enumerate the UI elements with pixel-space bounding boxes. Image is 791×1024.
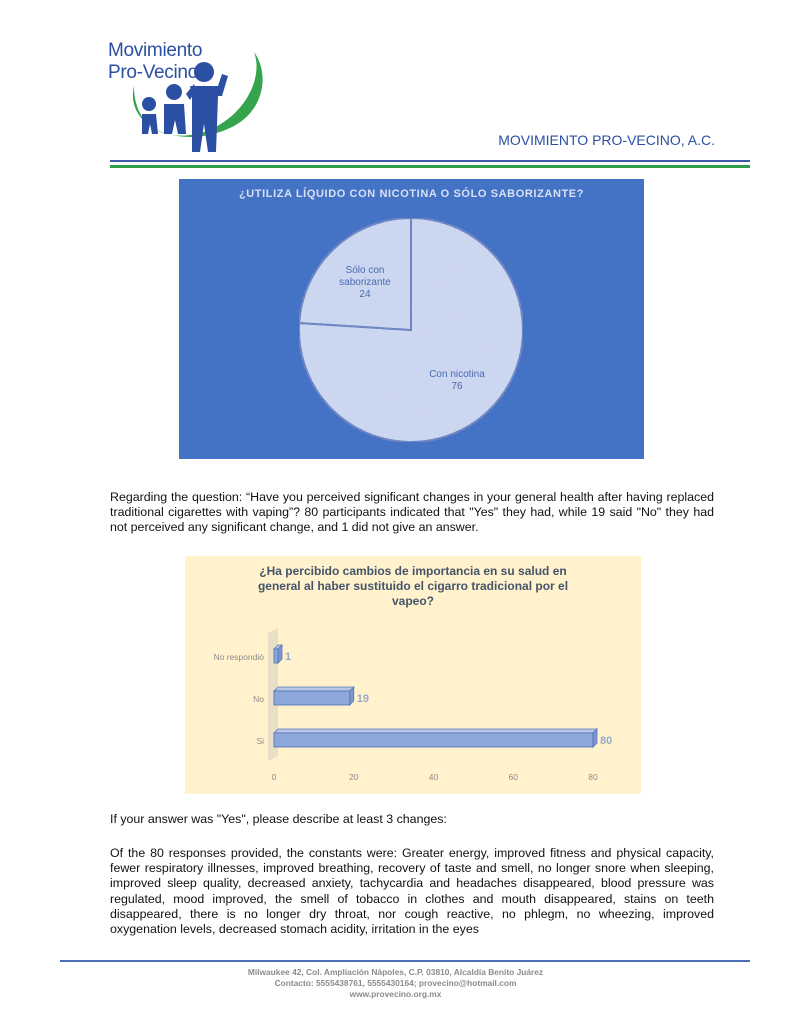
header-divider-green — [110, 165, 750, 168]
logo-text-line1: Movimiento — [108, 40, 203, 61]
paragraph-question: If your answer was "Yes", please describe at least 3 changes: — [110, 812, 447, 826]
footer-divider — [60, 960, 750, 962]
x-tick-label: 0 — [271, 772, 277, 782]
x-tick-label: 40 — [428, 772, 439, 782]
bar-chart-title-line: general al haber sustituido el cigarro tradicional por el — [257, 579, 569, 593]
bar-value-label: 19 — [356, 693, 370, 705]
bar-chart-plot — [185, 556, 641, 794]
logo-text — [108, 40, 202, 84]
pie-slice-label: Con nicotina 76 — [429, 368, 485, 392]
logo — [104, 34, 266, 158]
bar-category-label: Si — [256, 736, 264, 746]
bar-top — [274, 687, 354, 691]
footer-address: Milwaukee 42, Col. Ampliación Nápoles, C.P. 03810, Alcaldía Benito Juárez — [247, 967, 544, 977]
pie-chart — [179, 179, 644, 459]
pie-chart-title: ¿UTILIZA LÍQUIDO CON NICOTINA O SÓLO SABORIZANTE? — [238, 188, 585, 200]
bar-category-label: No respondió — [213, 652, 264, 662]
bar-chart — [185, 556, 641, 794]
bar-value-label: 80 — [600, 735, 613, 747]
x-tick-label: 20 — [349, 772, 359, 782]
bar — [274, 691, 350, 705]
header-divider-blue — [110, 160, 750, 162]
x-tick-label: 80 — [588, 772, 598, 782]
pie-slice-label: Sólo con saborizante 24 — [339, 265, 391, 301]
bar — [274, 649, 278, 663]
bar — [274, 733, 593, 747]
bar-value-label: 1 — [284, 651, 292, 663]
bar-top — [274, 729, 597, 733]
bar-chart-title-line: vapeo? — [391, 594, 434, 608]
bar-category-label: No — [253, 694, 264, 704]
paragraph-results: Regarding the question: “Have you perceived significant changes in your general health after having replaced traditional cigarettes with vaping”? 80 participants indicated that "Yes" they had, while 19 said "No" they had not perceived any significant change, and 1 did not give an answer. — [110, 490, 714, 535]
org-name: MOVIMIENTO PRO-VECINO, A.C. — [498, 132, 715, 148]
bar-chart-title-line: ¿Ha percibido cambios de importancia en su salud en — [259, 564, 567, 578]
footer-website: www.provecino.org.mx — [349, 989, 442, 999]
pie-chart-plot — [179, 179, 644, 459]
logo-text-line2: Pro-Vecino — [108, 62, 198, 83]
x-tick-label: 60 — [508, 772, 518, 782]
paragraph-changes: Of the 80 responses provided, the constants were: Greater energy, improved fitness and physical capacity, fewer respiratory illnesses, improved breathing, recovery of taste and smell, no longer snore when sleeping, improved sleep quality, decreased anxiety, tachycardia and headaches disappeared, blood pressure was regulated, mood improved, the smell of tobacco in clothes and mouth disappeared, stains on teeth disappeared, there is no longer dry throat, nor cough reactive, no phlegm, no wheezing, improved oxygenation levels, decreased stomach acidity, irritation in the eyes — [110, 846, 714, 937]
footer-contact: Contacto: 5555438761, 5555430164; provecino@hotmail.com — [274, 978, 517, 988]
